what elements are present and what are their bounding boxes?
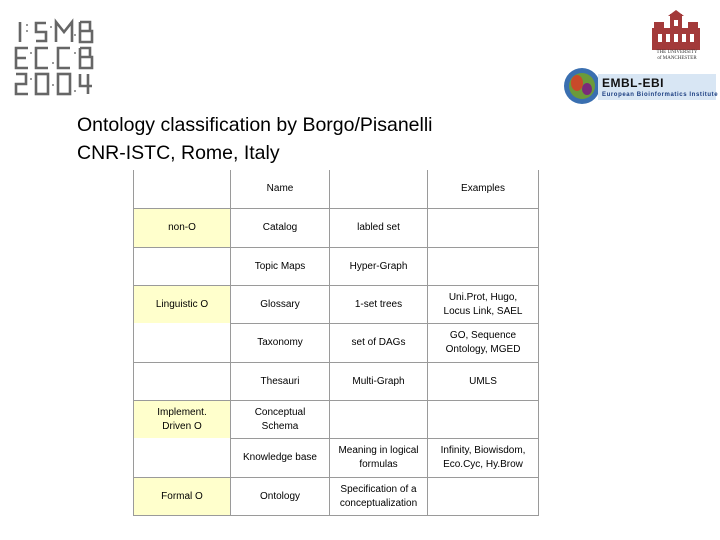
row-name: Glossary — [260, 298, 300, 310]
row-examples — [428, 248, 538, 285]
row-examples: GO, Sequence Ontology, MGED — [445, 330, 521, 355]
category-implementation-driven-o: Implement. Driven O — [134, 401, 230, 438]
row-structure: Specification of a conceptualization — [339, 483, 418, 509]
header-examples: Examples — [461, 183, 505, 194]
row-structure: labled set — [357, 222, 400, 233]
university-of-manchester-wordmark: THE UNIVERSITY of MANCHESTER — [656, 50, 698, 61]
row-structure: Multi-Graph — [352, 375, 405, 387]
row-name: Ontology — [259, 490, 301, 502]
row-structure: Meaning in logical formulas — [338, 445, 419, 470]
row-name: Conceptual Schema — [254, 406, 306, 432]
row-examples — [428, 478, 538, 515]
slide-title — [77, 111, 433, 167]
row-name: Knowledge base — [243, 452, 317, 463]
row-examples: Uni.Prot, Hugo, Locus Link, SAEL — [443, 291, 523, 317]
title-line-2: CNR-ISTC, Rome, Italy — [77, 142, 280, 164]
ontology-classification-table — [133, 170, 539, 516]
row-name: Catalog — [262, 222, 298, 233]
embl-ebi-subtitle: European Bioinformatics Institute — [602, 92, 719, 98]
row-structure: set of DAGs — [351, 337, 406, 348]
row-examples — [428, 401, 538, 438]
title-line-1: Ontology classification by Borgo/Pisanelli — [77, 114, 433, 136]
row-name: Thesauri — [260, 375, 300, 387]
ismb-eccb-2004-logo — [12, 18, 98, 102]
row-structure — [330, 401, 427, 438]
header-name: Name — [266, 183, 294, 194]
row-name: Taxonomy — [257, 337, 303, 348]
category-formal-o: Formal O — [134, 478, 230, 515]
row-examples: Infinity, Biowisdom, Eco.Cyc, Hy.Brow — [440, 445, 526, 470]
row-structure: 1-set trees — [354, 298, 403, 310]
row-examples: UMLS — [469, 375, 497, 387]
category-linguistic-o: Linguistic O — [134, 286, 230, 323]
row-name: Topic Maps — [254, 260, 306, 272]
embl-ebi-wordmark: EMBL-EBI — [602, 76, 664, 90]
category-non-o: non-O — [134, 209, 230, 247]
row-examples — [428, 209, 538, 247]
row-structure: Hyper-Graph — [349, 260, 408, 272]
